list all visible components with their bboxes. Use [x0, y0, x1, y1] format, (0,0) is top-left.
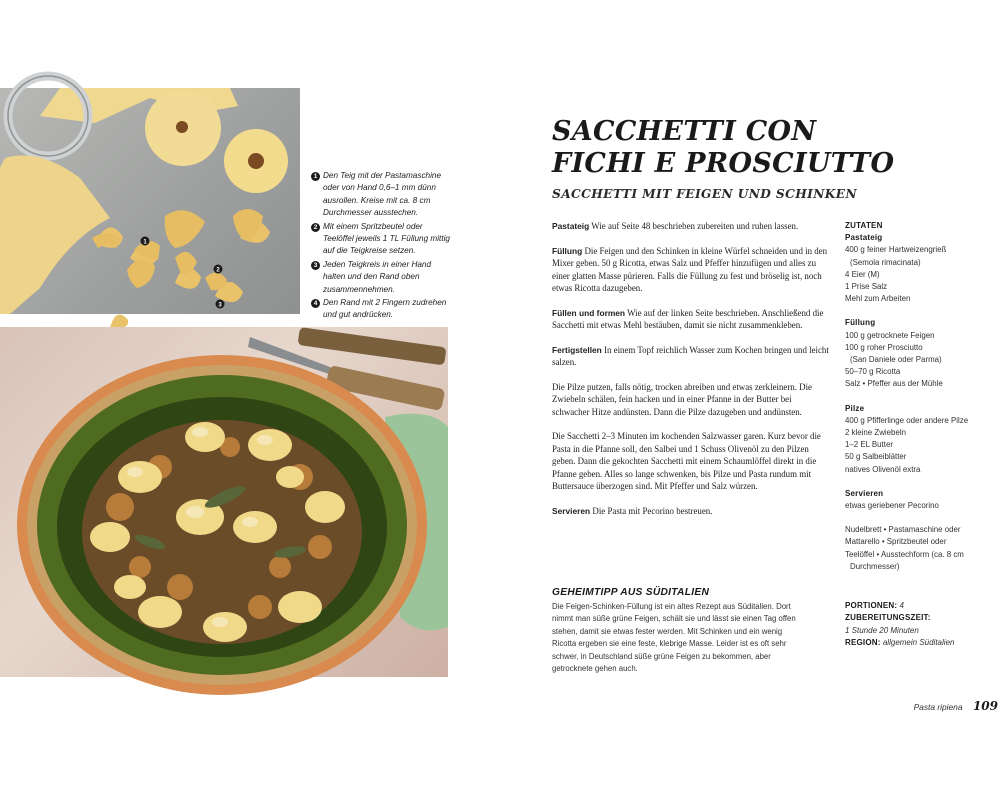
paragraph-text: Die Feigen und den Schinken in kleine Würfel schneiden und in den Mixer geben. 50 g Ricotta, etwas Salz und Pfeffer hinzufügen und alles zu einer glatten Masse pürieren. Falls die Füllung zu fest und bröselig ist, noch etwas Ricotta dazugeben.: [552, 245, 828, 293]
equipment-item: Teelöffel • Ausstechform (ca. 8 cm: [845, 549, 964, 559]
region-label: REGION:: [845, 637, 881, 647]
section-name: Pasta ripiena: [913, 702, 963, 712]
recipe-title: [552, 116, 982, 180]
step-number: 1: [311, 172, 320, 181]
paragraph-text: Die Pilze putzen, falls nötig, trocken abreiben und etwas zerkleinern. Die Zwiebeln schälen, fein hacken und in einer Pfanne in der Butter bei schwacher Hitze andünsten. Dann die Pilze dazugeben und andünsten.: [552, 381, 812, 417]
ingredient-item: 400 g feiner Hartweizengrieß: [845, 245, 947, 255]
ingredient-item: 100 g getrocknete Feigen: [845, 330, 935, 340]
recipe-title-line-2: FICHI E PROSCIUTTO: [552, 148, 895, 179]
ingredient-group-heading: Füllung: [845, 318, 876, 328]
step-number: 4: [311, 299, 320, 308]
ingredients-heading: ZUTATEN: [845, 221, 883, 230]
page-number: 109: [972, 699, 998, 713]
recipe-meta: [845, 600, 985, 649]
servings-line: [845, 600, 985, 612]
step-item: [311, 221, 453, 258]
method-paragraph: [552, 245, 829, 295]
paragraph-label: Pastateig: [552, 221, 590, 231]
step-text: Den Rand mit 2 Fingern zudrehen und gut andrücken.: [323, 298, 447, 320]
ingredient-item: etwas geriebener Pecorino: [845, 501, 939, 511]
paragraph-text: Die Pasta mit Pecorino bestreuen.: [590, 505, 713, 516]
method-paragraph: [552, 220, 829, 232]
step-item: [311, 170, 453, 220]
paragraph-label: Servieren: [552, 505, 591, 516]
step-text: Mit einem Spritzbeutel oder Teelöffel jeweils 1 TL Füllung mittig auf die Teigkreise setzen.: [323, 221, 450, 256]
recipe-subtitle: SACCHETTI MIT FEIGEN UND SCHINKEN: [552, 187, 857, 201]
ingredients-column: [845, 220, 980, 573]
ingredient-item: 1–2 EL Butter: [845, 440, 893, 450]
photo-marker-3: 3: [218, 302, 222, 309]
method-paragraph: [552, 505, 829, 517]
method-paragraph: [552, 307, 829, 332]
method-paragraph: [552, 381, 829, 418]
region-line: [845, 637, 985, 649]
ingredient-item: Salz • Pfeffer aus der Mühle: [845, 379, 943, 389]
method-paragraph: [552, 344, 829, 369]
step-item: [311, 297, 453, 322]
dough-illustration: [0, 88, 300, 314]
photo-marker-1: 1: [143, 239, 147, 246]
photo-finished-dish: [0, 327, 448, 677]
ingredient-item: (San Daniele oder Parma): [850, 355, 942, 365]
ingredient-item: 400 g Pfifferlinge oder andere Pilze: [845, 415, 969, 425]
recipe-title-line-1: SACCHETTI CON: [552, 116, 817, 147]
method-column: [552, 220, 829, 529]
photo-marker-2: 2: [216, 267, 220, 274]
photo-dough-shaping: [0, 88, 300, 314]
prep-time-value: 1 Stunde 20 Minuten: [845, 625, 919, 635]
step-text: Den Teig mit der Pastamaschine oder von Hand 0,6–1 mm dünn ausrollen. Kreise mit ca. 8 cm Durchmesser ausstechen.: [323, 171, 442, 218]
ingredient-group-heading: Pilze: [845, 403, 865, 413]
ingredient-item: Mehl zum Arbeiten: [845, 294, 911, 304]
page-footer: [840, 697, 1000, 715]
ingredient-item: 50 g Salbeiblätter: [845, 452, 907, 462]
ingredient-item: natives Olivenöl extra: [845, 464, 921, 474]
ingredient-item: 4 Eier (M): [845, 269, 880, 279]
equipment-item: Nudelbrett • Pastamaschine oder: [845, 525, 961, 535]
tip-heading: GEHEIMTIPP AUS SÜDITALIEN: [552, 587, 710, 598]
dish-illustration: [0, 327, 448, 677]
ingredient-item: 50–70 g Ricotta: [845, 367, 901, 377]
paragraph-label: Fertigstellen: [552, 344, 602, 355]
method-paragraph: [552, 430, 829, 492]
tip-text: Die Feigen-Schinken-Füllung ist ein altes Rezept aus Süditalien. Dort nimmt man süße grüne Feigen, schält sie und lässt sie einen Tag offen stehen, damit sie etwas fester werden. Mit Schinken und ein wenig Ricotta ergeben sie eine feste, klebrige Masse. Leider ist es oft sehr schwer, in Deutschland süße grüne Feigen zu bekommen, aber getrocknete gehen auch.: [552, 602, 796, 674]
ingredient-item: 2 kleine Zwiebeln: [845, 428, 906, 438]
shaping-steps: [311, 170, 453, 323]
paragraph-text: Wie auf Seite 48 beschrieben zubereiten und ruhen lassen.: [589, 221, 799, 231]
region-value: allgemein Süditalien: [882, 637, 955, 647]
prep-time-label: ZUBEREITUNGSZEIT:: [845, 613, 931, 623]
ingredient-item: 100 g roher Prosciutto: [845, 342, 923, 352]
paragraph-label: Füllen und formen: [552, 307, 626, 318]
servings-label: PORTIONEN:: [845, 601, 898, 610]
step-item: [311, 259, 453, 296]
paragraph-label: Füllung: [552, 245, 583, 256]
ingredient-group-heading: Pastateig: [845, 233, 883, 243]
ingredient-item: 1 Prise Salz: [845, 282, 888, 292]
paragraph-text: In einem Topf reichlich Wasser zum Kochen bringen und leicht salzen.: [552, 344, 829, 368]
ingredient-item: (Semola rimacinata): [850, 257, 921, 267]
paragraph-text: Wie auf der linken Seite beschrieben. Anschließend die Sacchetti mit etwas Mehl bestäuben, damit sie nicht zusammenkleben.: [552, 307, 824, 331]
paragraph-text: Die Sacchetti 2–3 Minuten im kochenden Salzwasser garen. Kurz bevor die Pasta in die Pfanne soll, den Salbei und 1 Schuss Olivenöl zu den Pilzen geben. Dann die gekochten Sacchetti mit einem Schaumlöffel direkt in die Pfanne geben. Alles so lange schwenken, bis Pilze und Pasta rundum mit Buttersauce überzogen sind. Mit Pfeffer und Salz würzen.: [552, 431, 821, 491]
equipment-item: Durchmesser): [850, 561, 900, 571]
ingredient-group-heading: Servieren: [845, 488, 884, 498]
step-number: 3: [311, 261, 320, 270]
equipment-item: Mattarello • Spritzbeutel oder: [845, 537, 947, 547]
step-text: Jeden Teigkreis in einer Hand halten und den Rand oben zusammennehmen.: [323, 259, 432, 294]
servings-value: 4: [899, 601, 904, 610]
step-number: 2: [311, 223, 320, 232]
